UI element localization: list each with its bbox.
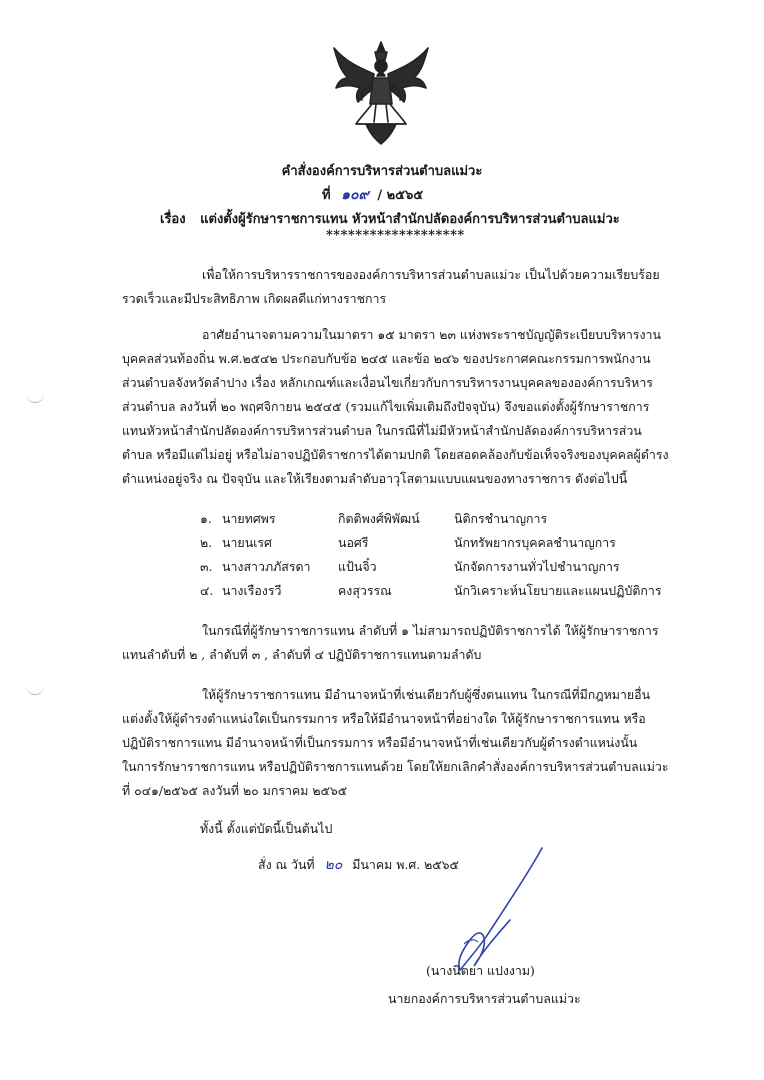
order-heading: คำสั่งองค์การบริหารส่วนตำบลแม่วะ [281, 164, 483, 179]
order-number-line [322, 184, 423, 206]
order-number-prefix: ที่ [322, 188, 331, 203]
staff-position: นิติกรชำนาญการ [454, 511, 548, 526]
staff-first-name: นางเรืองรวี [222, 583, 282, 598]
staff-first-name: นายทศพร [222, 511, 276, 526]
paragraph-4-line-5: ที่ ๐๔๑/๒๕๖๕ ลงวันที่ ๒๐ มกราคม ๒๕๖๕ [122, 783, 348, 798]
paragraph-2-line-5: แทนหัวหน้าสำนักปลัดองค์การบริหารส่วนตำบล ในกรณีที่ไม่มีหัวหน้าสำนักปลัดองค์การบริหารส่วน [122, 423, 642, 438]
signatory-name: (นางนิตยา แปงงาม) [426, 963, 535, 978]
paragraph-3-line-1: ในกรณีที่ผู้รักษาราชการแทน ลำดับที่ ๑ ไม่สามารถปฏิบัติราชการได้ ให้ผู้รักษาราชการ [202, 623, 659, 638]
staff-position: นักทรัพยากรบุคคลชำนาญการ [454, 535, 616, 550]
staff-position: นักวิเคราะห์นโยบายและแผนปฏิบัติการ [454, 583, 662, 598]
signature-mark-icon [430, 840, 570, 980]
staff-last-name: นอศรี [338, 535, 369, 550]
paragraph-4-line-3: ปฏิบัติราชการแทน มีอำนาจหน้าที่เป็นกรรมการ หรือมีอำนาจหน้าที่เช่นเดียวกับผู้ดำรงตำแหน่งนั้น [122, 735, 638, 750]
staff-number: ๔. [200, 583, 214, 598]
subject-line [160, 208, 620, 229]
paragraph-2-line-2: บุคคลส่วนท้องถิ่น พ.ศ.๒๕๔๒ ประกอบกับข้อ ๒๔๕ และข้อ ๒๔๖ ของประกาศคณะกรรมการพนักงาน [122, 351, 651, 366]
divider-stars: ******************* [326, 228, 465, 243]
staff-last-name: กิตติพงศ์พิพัฒน์ [338, 511, 420, 526]
scan-hole-mark [26, 392, 44, 403]
dateline [258, 854, 459, 876]
dateline-suffix: มีนาคม พ.ศ. ๒๕๖๕ [352, 857, 459, 872]
staff-number: ๒. [200, 535, 213, 550]
paragraph-3-line-2: แทนลำดับที่ ๒ , ลำดับที่ ๓ , ลำดับที่ ๔ ปฏิบัติราชการแทนตามลำดับ [122, 647, 482, 662]
signatory-title: นายกองค์การบริหารส่วนตำบลแม่วะ [388, 991, 581, 1006]
dateline-prefix: สั่ง ณ วันที่ [258, 857, 315, 872]
staff-last-name: แป้นจิ๋ว [338, 559, 377, 574]
paragraph-2-line-4: ส่วนตำบล ลงวันที่ ๒๐ พฤศจิกายน ๒๕๔๕ (รวมแก้ไขเพิ่มเติมถึงปัจจุบัน) จึงขอแต่งตั้งผู้รักษาราชการ [122, 399, 650, 414]
paragraph-2-line-6: ตำบล หรือมีแต่ไม่อยู่ หรือไม่อาจปฏิบัติราชการได้ตามปกติ โดยสอดคล้องกับข้อเท็จจริงของบุคคลผู้ดำรง [122, 447, 669, 462]
paragraph-2-line-1: อาศัยอำนาจตามความในมาตรา ๑๕ มาตรา ๒๓ แห่งพระราชบัญญัติระเบียบบริหารงาน [202, 327, 661, 342]
paragraph-2-line-7: ตำแหน่งอยู่จริง ณ ปัจจุบัน และให้เรียงตามลำดับอาวุโสตามแบบแผนของทางราชการ ดังต่อไปนี้ [122, 471, 628, 486]
paragraph-4-line-1: ให้ผู้รักษาราชการแทน มีอำนาจหน้าที่เช่นเดียวกับผู้ซึ่งตนแทน ในกรณีที่มีกฎหมายอื่น [202, 687, 651, 702]
staff-number: ๑. [200, 511, 212, 526]
staff-first-name: นางสาวภภัสรดา [222, 559, 311, 574]
staff-position: นักจัดการงานทั่วไปชำนาญการ [454, 559, 620, 574]
paragraph-1-line-2: รวดเร็วและมีประสิทธิภาพ เกิดผลดีแก่ทางราชการ [122, 291, 387, 306]
staff-number: ๓. [200, 559, 213, 574]
subject-label: เรื่อง [160, 212, 186, 227]
order-number-suffix: / ๒๕๖๕ [377, 188, 424, 203]
effective-statement: ทั้งนี้ ตั้งแต่บัดนี้เป็นต้นไป [200, 821, 333, 836]
dateline-day-handwritten: ๒๐ [324, 857, 343, 873]
order-number-handwritten: ๑๐๙ [341, 187, 369, 203]
paragraph-4-line-4: ในการรักษาราชการแทน หรือปฏิบัติราชการแทนด้วย โดยให้ยกเลิกคำสั่งองค์การบริหารส่วนตำบลแม่วะ [122, 759, 669, 774]
staff-last-name: คงสุวรรณ [338, 583, 392, 598]
paragraph-2-line-3: ส่วนตำบลจังหวัดลำปาง เรื่อง หลักเกณฑ์และเงื่อนไขเกี่ยวกับการบริหารงานบุคคลขององค์การบริหาร [122, 375, 653, 390]
staff-first-name: นายนเรศ [222, 535, 272, 550]
scan-hole-mark [26, 684, 44, 695]
garuda-emblem-icon [326, 38, 436, 150]
paragraph-4-line-2: แต่งตั้งให้ผู้ดำรงตำแหน่งใดเป็นกรรมการ หรือให้มีอำนาจหน้าที่อย่างใด ให้ผู้รักษาราชการแทน หรือ [122, 711, 646, 726]
paragraph-1-line-1: เพื่อให้การบริหารราชการขององค์การบริหารส่วนตำบลแม่วะ เป็นไปด้วยความเรียบร้อย [202, 267, 660, 282]
subject-text: แต่งตั้งผู้รักษาราชการแทน หัวหน้าสำนักปลัดองค์การบริหารส่วนตำบลแม่วะ [200, 212, 620, 227]
